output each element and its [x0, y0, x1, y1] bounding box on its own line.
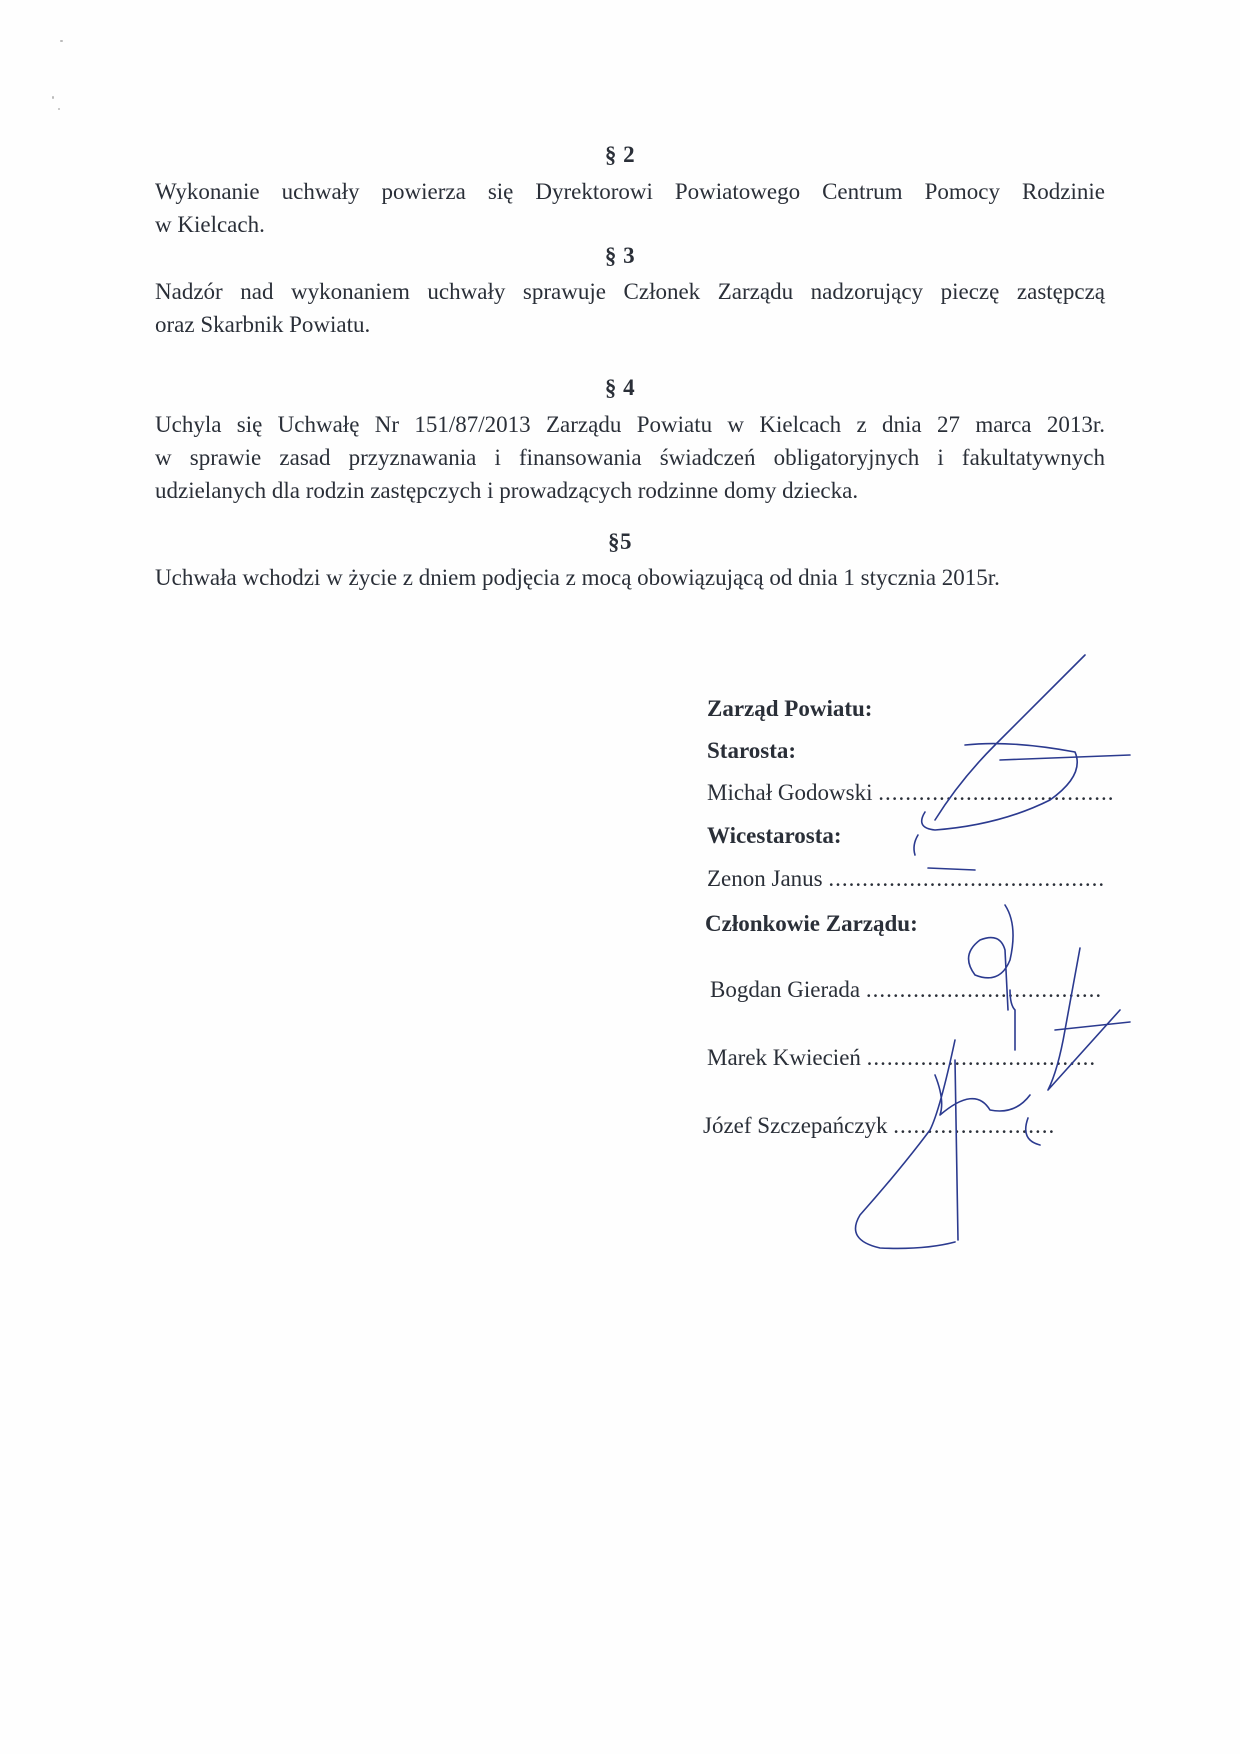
section-4-line-2: w sprawie zasad przyznawania i finansowania świadczeń obligatoryjnych i fakultatywnych	[155, 445, 1105, 470]
member1-name: Bogdan Gierada	[710, 977, 861, 1002]
section-4-line-3: udzielanych dla rodzin zastępczych i prowadzących rodzinne domy dziecka.	[155, 478, 859, 503]
member3-signature-wave	[935, 1075, 1030, 1115]
member2-dots: ..................................	[866, 1045, 1097, 1070]
wicestarosta-name: Zenon Janus	[707, 866, 823, 891]
starosta-dots: ...................................	[878, 780, 1115, 805]
section-3-text	[155, 275, 1105, 341]
board-heading: Zarząd Powiatu:	[707, 696, 873, 721]
section-4-text	[155, 408, 1105, 507]
section-2-line-1: Wykonanie uchwały powierza się Dyrektorowi Powiatowego Centrum Pomocy Rodzinie	[155, 179, 1105, 204]
section-5-text	[155, 561, 1105, 594]
wicestarosta-heading: Wicestarosta:	[707, 823, 842, 848]
member1-signature-line	[710, 977, 1102, 1003]
section-2-mark: § 2	[604, 142, 636, 167]
wicestarosta-signature-line	[707, 866, 1105, 892]
starosta-name: Michał Godowski	[707, 780, 873, 805]
section-4-mark: § 4	[604, 375, 636, 400]
member2-name: Marek Kwiecień	[707, 1045, 861, 1070]
member2-signature-flick	[1055, 1022, 1130, 1030]
member3-signature-long	[856, 1040, 956, 1248]
member3-name: Józef Szczepańczyk	[703, 1113, 888, 1138]
starosta-signature-hook	[914, 835, 918, 855]
member3-signature-upright	[955, 1060, 958, 1240]
section-4-line-1: Uchyla się Uchwałę Nr 151/87/2013 Zarządu Powiatu w Kielcach z dnia 27 marca 2013r.	[155, 412, 1105, 437]
section-5-mark: §5	[608, 529, 632, 554]
section-2-line-2: w Kielcach.	[155, 212, 265, 237]
member3-signature-line	[703, 1113, 1055, 1139]
member2-signature-line	[707, 1045, 1096, 1071]
members-heading: Członkowie Zarządu:	[705, 911, 918, 936]
member3-dots: ........................	[893, 1113, 1056, 1138]
member1-dots: ...................................	[865, 977, 1103, 1002]
section-2-text	[155, 175, 1105, 241]
starosta-signature-tail	[1000, 755, 1130, 760]
section-3-line-2: oraz Skarbnik Powiatu.	[155, 312, 371, 337]
wicestarosta-dots: .........................................	[828, 866, 1106, 891]
section-5-line-1: Uchwała wchodzi w życie z dniem podjęcia z mocą obowiązującą od dnia 1 stycznia 2015r.	[155, 565, 1000, 590]
section-3-line-1: Nadzór nad wykonaniem uchwały sprawuje Członek Zarządu nadzorujący pieczę zastępczą	[155, 279, 1105, 304]
starosta-signature-line	[707, 780, 1114, 806]
starosta-heading: Starosta:	[707, 738, 797, 763]
section-3-mark: § 3	[604, 243, 636, 268]
